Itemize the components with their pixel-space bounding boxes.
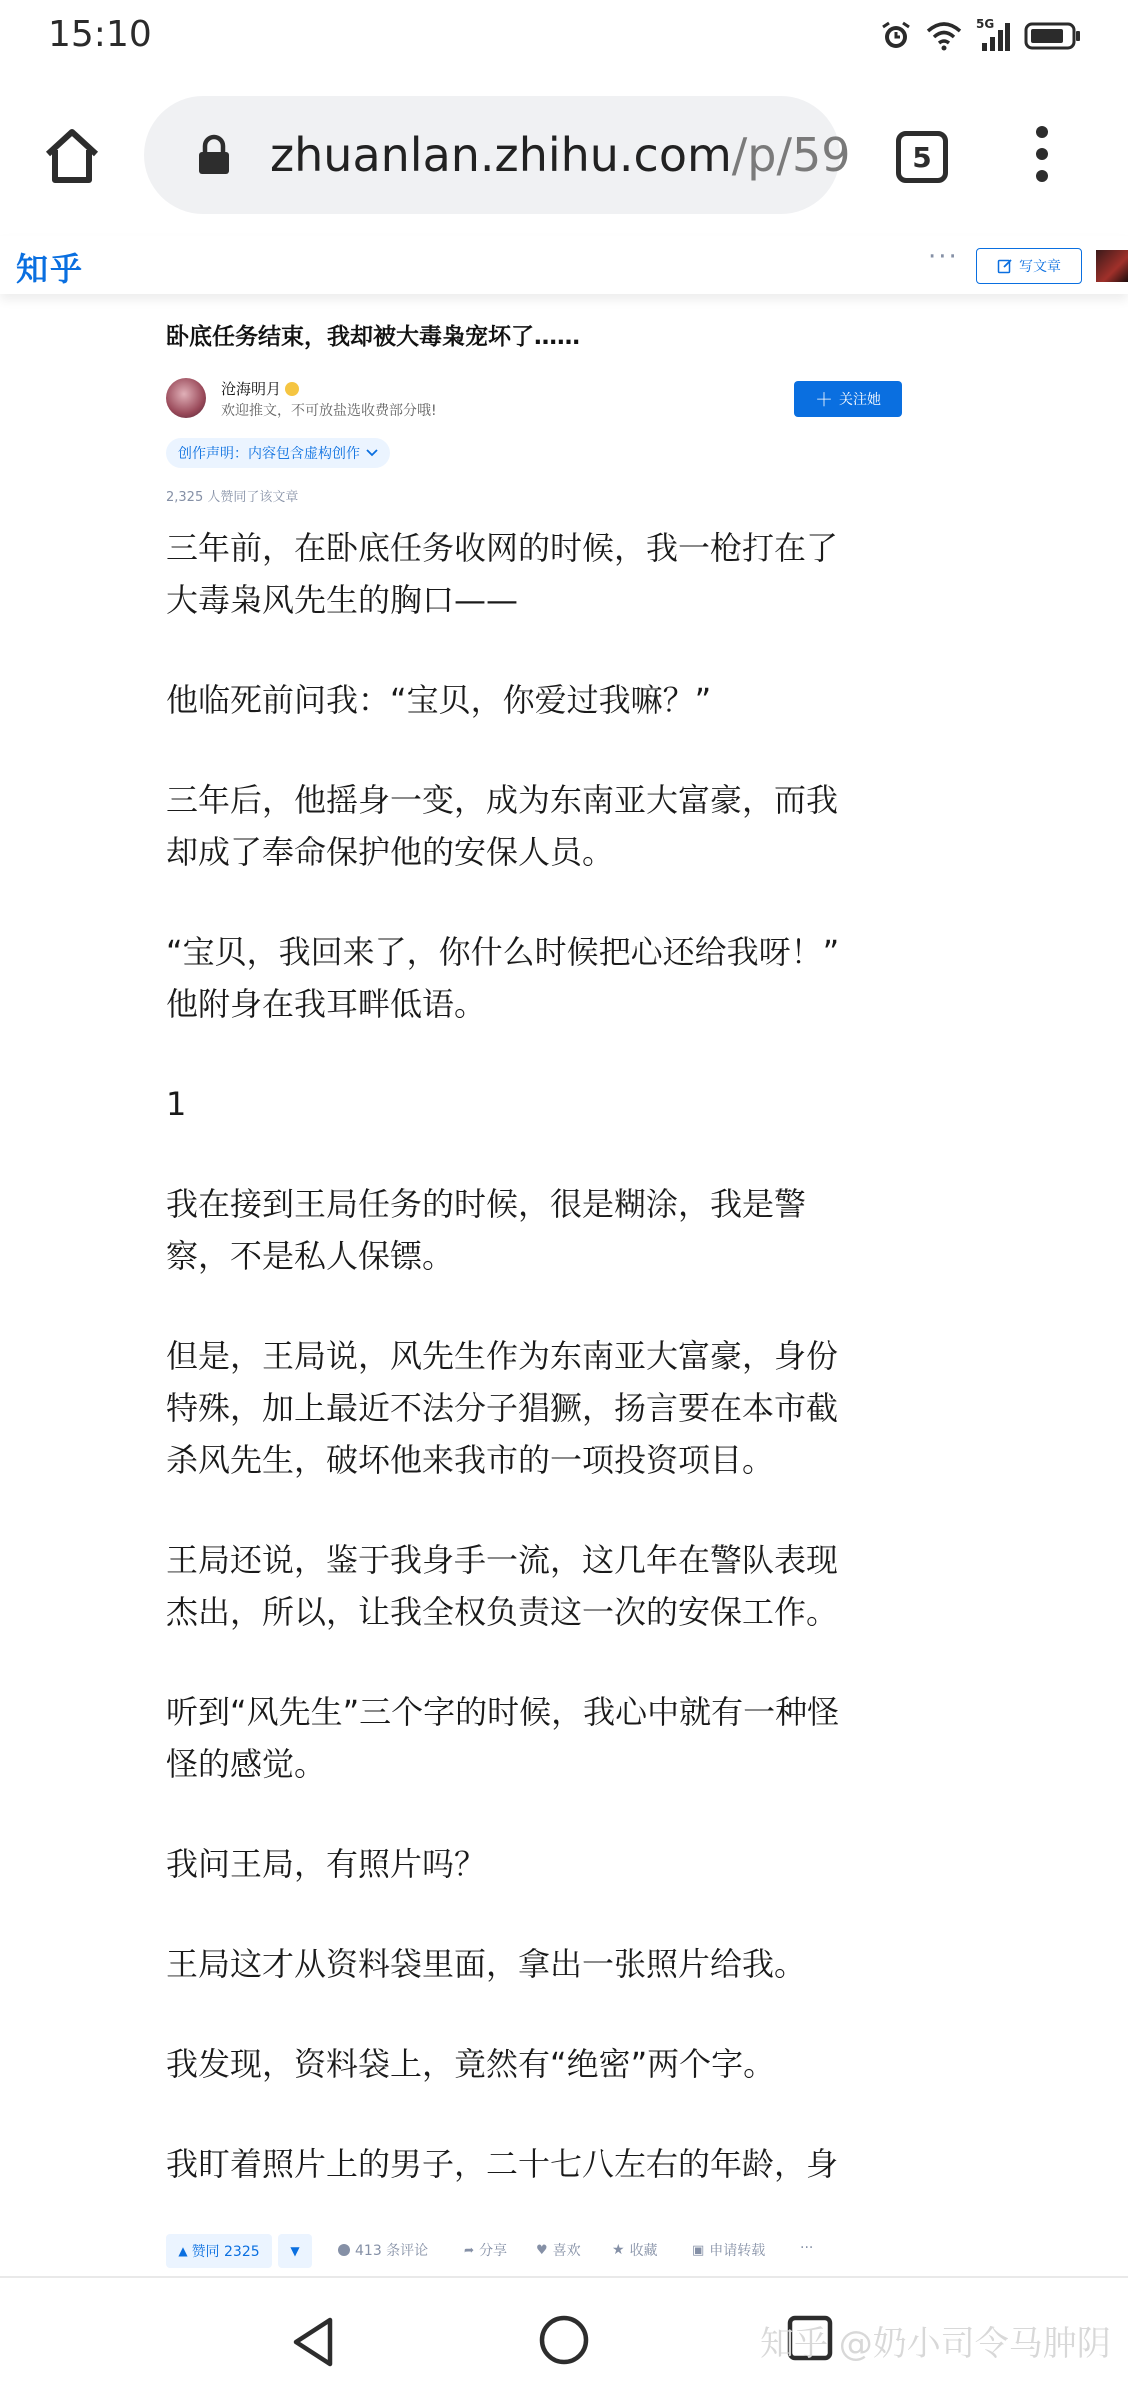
star-icon: ★ (612, 2242, 625, 2258)
back-button[interactable] (290, 2316, 338, 2372)
home-button[interactable] (40, 124, 104, 188)
home-circle-icon (538, 2314, 590, 2366)
article-title: 卧底任务结束，我却被大毒枭宠坏了…… (166, 324, 580, 350)
author-name-text: 沧海明月 (221, 380, 282, 398)
follow-label: 关注她 (839, 392, 881, 408)
article-paragraph: 王局这才从资料袋里面，拿出一张照片给我。 (166, 1945, 807, 1983)
author-name[interactable] (221, 378, 299, 399)
share-label: 分享 (479, 2243, 508, 2259)
declaration-text: 创作声明：内容包含虚构创作 (178, 446, 360, 462)
vote-down-button[interactable]: ▼ (278, 2234, 312, 2268)
chapter-number: 1 (166, 1085, 187, 1123)
follow-button[interactable] (794, 381, 902, 417)
url-path: /p/59 (731, 128, 851, 182)
verified-badge-icon (285, 382, 299, 396)
back-icon (290, 2316, 338, 2368)
share-button[interactable] (464, 2240, 507, 2260)
alarm-icon (880, 20, 912, 52)
comments-label: 413 条评论 (355, 2243, 429, 2259)
zhihu-logo[interactable]: 知乎 (16, 250, 85, 288)
url-host: zhuanlan.zhihu.com (270, 128, 732, 182)
like-label: 喜欢 (552, 2243, 581, 2259)
author-avatar[interactable] (166, 378, 206, 418)
write-article-button[interactable] (976, 248, 1082, 284)
vote-up-label: 赞同 2325 (191, 2244, 260, 2260)
heart-icon: ♥ (536, 2242, 548, 2258)
favorite-label: 收藏 (629, 2243, 658, 2259)
network-type-label: 5G (976, 17, 995, 31)
battery-icon (1024, 21, 1082, 51)
article-action-bar (0, 2226, 1128, 2276)
article-paragraph: “宝贝，我回来了，你什么时候把心还给我呀！” 他附身在我耳畔低语。 (166, 933, 840, 1023)
menu-icon[interactable] (1030, 126, 1054, 186)
system-nav-bar (0, 2276, 1128, 2400)
url-text[interactable] (270, 96, 851, 214)
article-paragraph: 我发现，资料袋上，竟然有“绝密”两个字。 (166, 2045, 776, 2083)
home-nav-button[interactable] (538, 2314, 590, 2370)
more-options-button[interactable]: ··· (928, 242, 959, 272)
copyright-icon: ▣ (692, 2242, 705, 2258)
creation-declaration-tag[interactable] (166, 438, 390, 468)
comments-button[interactable] (338, 2240, 428, 2260)
article-paragraph: 听到“风先生”三个字的时候，我心中就有一种怪 怪的感觉。 (166, 1693, 840, 1783)
browser-toolbar (0, 74, 1128, 236)
watermark: 知乎 @奶小司令马肿阴 (760, 2324, 1111, 2364)
share-icon: ➦ (464, 2243, 475, 2257)
likes-count-line: 2,325 人赞同了该文章 (166, 490, 299, 505)
user-avatar[interactable] (1096, 250, 1128, 282)
article-paragraph: 但是，王局说，风先生作为东南亚大富豪，身份 特殊，加上最近不法分子猖獗，扬言要在本市截 杀风先生，破坏他来我市的一项投资项目。 (166, 1337, 839, 1479)
status-bar (0, 0, 1128, 74)
signal-icon (976, 19, 1010, 53)
article-paragraph: 三年后，他摇身一变，成为东南亚大富豪，而我 却成了奉命保护他的安保人员。 (166, 781, 839, 871)
article-paragraph: 我在接到王局任务的时候，很是糊涂，我是警 察，不是私人保镖。 (166, 1185, 807, 1275)
like-button[interactable] (536, 2240, 581, 2260)
tab-switcher-button[interactable]: 5 (896, 131, 948, 183)
chevron-down-icon (366, 449, 378, 457)
favorite-button[interactable] (612, 2240, 658, 2260)
triangle-up-icon: ▲ (178, 2244, 188, 2258)
article-paragraph: 三年前，在卧底任务收网的时候，我一枪打在了 大毒枭风先生的胸口—— (166, 529, 839, 619)
repost-button[interactable] (692, 2240, 765, 2260)
status-icons (880, 16, 1082, 56)
home-icon (40, 124, 104, 188)
more-actions-button[interactable]: ··· (800, 2240, 814, 2256)
article-paragraph: 我问王局，有照片吗？ (166, 1845, 487, 1883)
article-paragraph: 王局还说，鉴于我身手一流，这几年在警队表现 杰出，所以，让我全权负责这一次的安保工作。 (166, 1541, 839, 1631)
article-body (166, 522, 896, 2238)
address-bar[interactable] (144, 96, 851, 214)
write-article-label: 写文章 (1019, 259, 1061, 275)
vote-up-button[interactable] (166, 2234, 272, 2268)
article-paragraph: 他临死前问我：“宝贝，你爱过我嘛？” (166, 681, 712, 719)
plus-icon: ＋ (815, 390, 833, 411)
status-time: 15:10 (48, 14, 152, 55)
author-bio: 欢迎推文，不可放盐选收费部分哦! (221, 403, 437, 419)
comment-icon (338, 2244, 350, 2256)
wifi-icon (926, 21, 962, 51)
article-paragraph: 我盯着照片上的男子，二十七八左右的年龄，身 (166, 2145, 839, 2183)
repost-label: 申请转载 (709, 2243, 766, 2259)
lock-icon (196, 134, 232, 176)
zhihu-header (0, 236, 1128, 294)
edit-icon (997, 258, 1013, 274)
